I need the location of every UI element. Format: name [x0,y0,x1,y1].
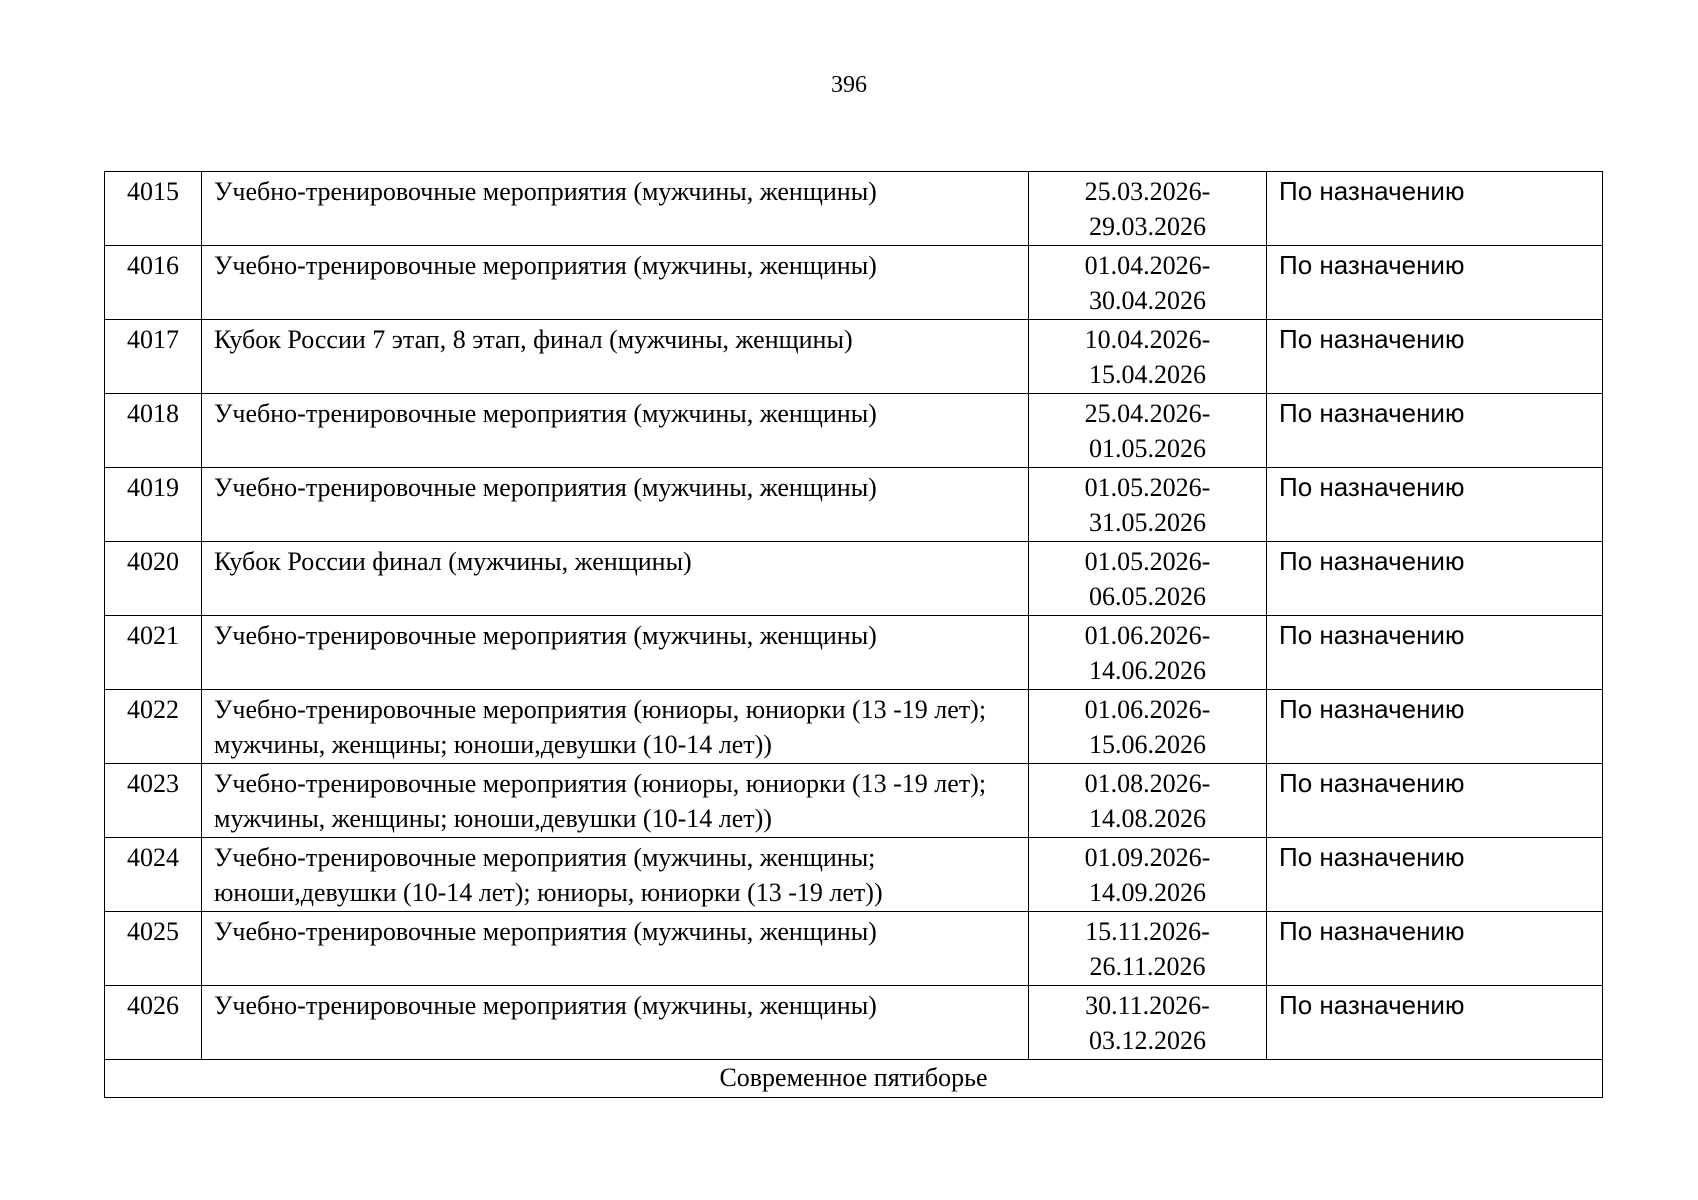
event-place-cell: По назначению [1267,690,1603,764]
date-end: 15.06.2026 [1089,730,1206,759]
event-dates-cell [1029,616,1267,690]
event-name-cell: Учебно-тренировочные мероприятия (мужчины, женщины) [202,912,1029,986]
event-dates-cell [1029,764,1267,838]
date-start: 10.04.2026- [1084,325,1211,354]
date-start: 15.11.2026- [1085,917,1210,946]
date-end: 01.05.2026 [1089,434,1206,463]
event-number-cell: 4023 [105,764,202,838]
event-place-cell: По назначению [1267,468,1603,542]
event-name-cell: Кубок России финал (мужчины, женщины) [202,542,1029,616]
date-end: 06.05.2026 [1089,582,1206,611]
event-name-cell: Учебно-тренировочные мероприятия (мужчины, женщины) [202,986,1029,1060]
event-name-cell: Учебно-тренировочные мероприятия (мужчины, женщины) [202,394,1029,468]
event-place-cell: По назначению [1267,172,1603,246]
table-row [105,986,1603,1060]
date-end: 14.06.2026 [1089,656,1206,685]
date-end: 15.04.2026 [1089,360,1206,389]
event-dates-cell [1029,912,1267,986]
table-row [105,616,1603,690]
event-place-cell: По назначению [1267,912,1603,986]
table-row [105,690,1603,764]
table-row [105,246,1603,320]
date-start: 01.08.2026- [1084,769,1211,798]
event-name-cell: Учебно-тренировочные мероприятия (мужчины, женщины) [202,246,1029,320]
date-end: 31.05.2026 [1089,508,1206,537]
date-start: 30.11.2026- [1085,991,1210,1020]
event-number-cell: 4024 [105,838,202,912]
event-dates-cell [1029,690,1267,764]
event-name-cell: Учебно-тренировочные мероприятия (юниоры, юниорки (13 -19 лет); мужчины, женщины; юноши,девушки (10-14 лет)) [202,690,1029,764]
event-number-cell: 4015 [105,172,202,246]
table-row [105,542,1603,616]
event-number-cell: 4016 [105,246,202,320]
date-start: 25.04.2026- [1084,399,1211,428]
date-end: 26.11.2026 [1089,952,1206,981]
event-name-cell: Учебно-тренировочные мероприятия (мужчины, женщины) [202,616,1029,690]
event-name-cell: Учебно-тренировочные мероприятия (юниоры, юниорки (13 -19 лет); мужчины, женщины; юноши,девушки (10-14 лет)) [202,764,1029,838]
event-number-cell: 4026 [105,986,202,1060]
event-place-cell: По назначению [1267,838,1603,912]
event-place-cell: По назначению [1267,616,1603,690]
event-number-cell: 4025 [105,912,202,986]
event-number-cell: 4021 [105,616,202,690]
page-number: 396 [831,72,867,98]
date-start: 25.03.2026- [1084,177,1211,206]
event-dates-cell [1029,542,1267,616]
event-dates-cell [1029,838,1267,912]
table-row [105,468,1603,542]
event-number-cell: 4022 [105,690,202,764]
event-dates-cell [1029,986,1267,1060]
event-place-cell: По назначению [1267,320,1603,394]
event-place-cell: По назначению [1267,394,1603,468]
table-row [105,320,1603,394]
date-end: 30.04.2026 [1089,286,1206,315]
event-place-cell: По назначению [1267,986,1603,1060]
event-number-cell: 4017 [105,320,202,394]
table-row [105,838,1603,912]
date-start: 01.06.2026- [1084,621,1211,650]
date-end: 29.03.2026 [1089,212,1206,241]
date-end: 03.12.2026 [1089,1026,1206,1055]
table-row [105,912,1603,986]
section-heading: Современное пятиборье [105,1060,1603,1098]
table-row [105,172,1603,246]
event-dates-cell [1029,320,1267,394]
event-dates-cell [1029,246,1267,320]
event-name-cell: Кубок России 7 этап, 8 этап, финал (мужчины, женщины) [202,320,1029,394]
event-dates-cell [1029,468,1267,542]
event-place-cell: По назначению [1267,542,1603,616]
event-number-cell: 4019 [105,468,202,542]
date-end: 14.09.2026 [1089,878,1206,907]
event-name-cell: Учебно-тренировочные мероприятия (мужчины, женщины) [202,172,1029,246]
date-start: 01.05.2026- [1084,547,1211,576]
table-row [105,764,1603,838]
date-start: 01.05.2026- [1084,473,1211,502]
date-start: 01.06.2026- [1084,695,1211,724]
date-start: 01.04.2026- [1084,251,1211,280]
event-dates-cell [1029,172,1267,246]
event-number-cell: 4018 [105,394,202,468]
event-dates-cell [1029,394,1267,468]
event-place-cell: По назначению [1267,764,1603,838]
event-name-cell: Учебно-тренировочные мероприятия (мужчины, женщины) [202,468,1029,542]
event-name-cell: Учебно-тренировочные мероприятия (мужчины, женщины; юноши,девушки (10-14 лет); юниоры, юниорки (13 -19 лет)) [202,838,1029,912]
events-table-body [105,172,1603,1098]
event-place-cell: По назначению [1267,246,1603,320]
event-number-cell: 4020 [105,542,202,616]
date-start: 01.09.2026- [1084,843,1211,872]
section-heading-row [105,1060,1603,1098]
date-end: 14.08.2026 [1089,804,1206,833]
table-row [105,394,1603,468]
events-table [104,171,1603,1098]
